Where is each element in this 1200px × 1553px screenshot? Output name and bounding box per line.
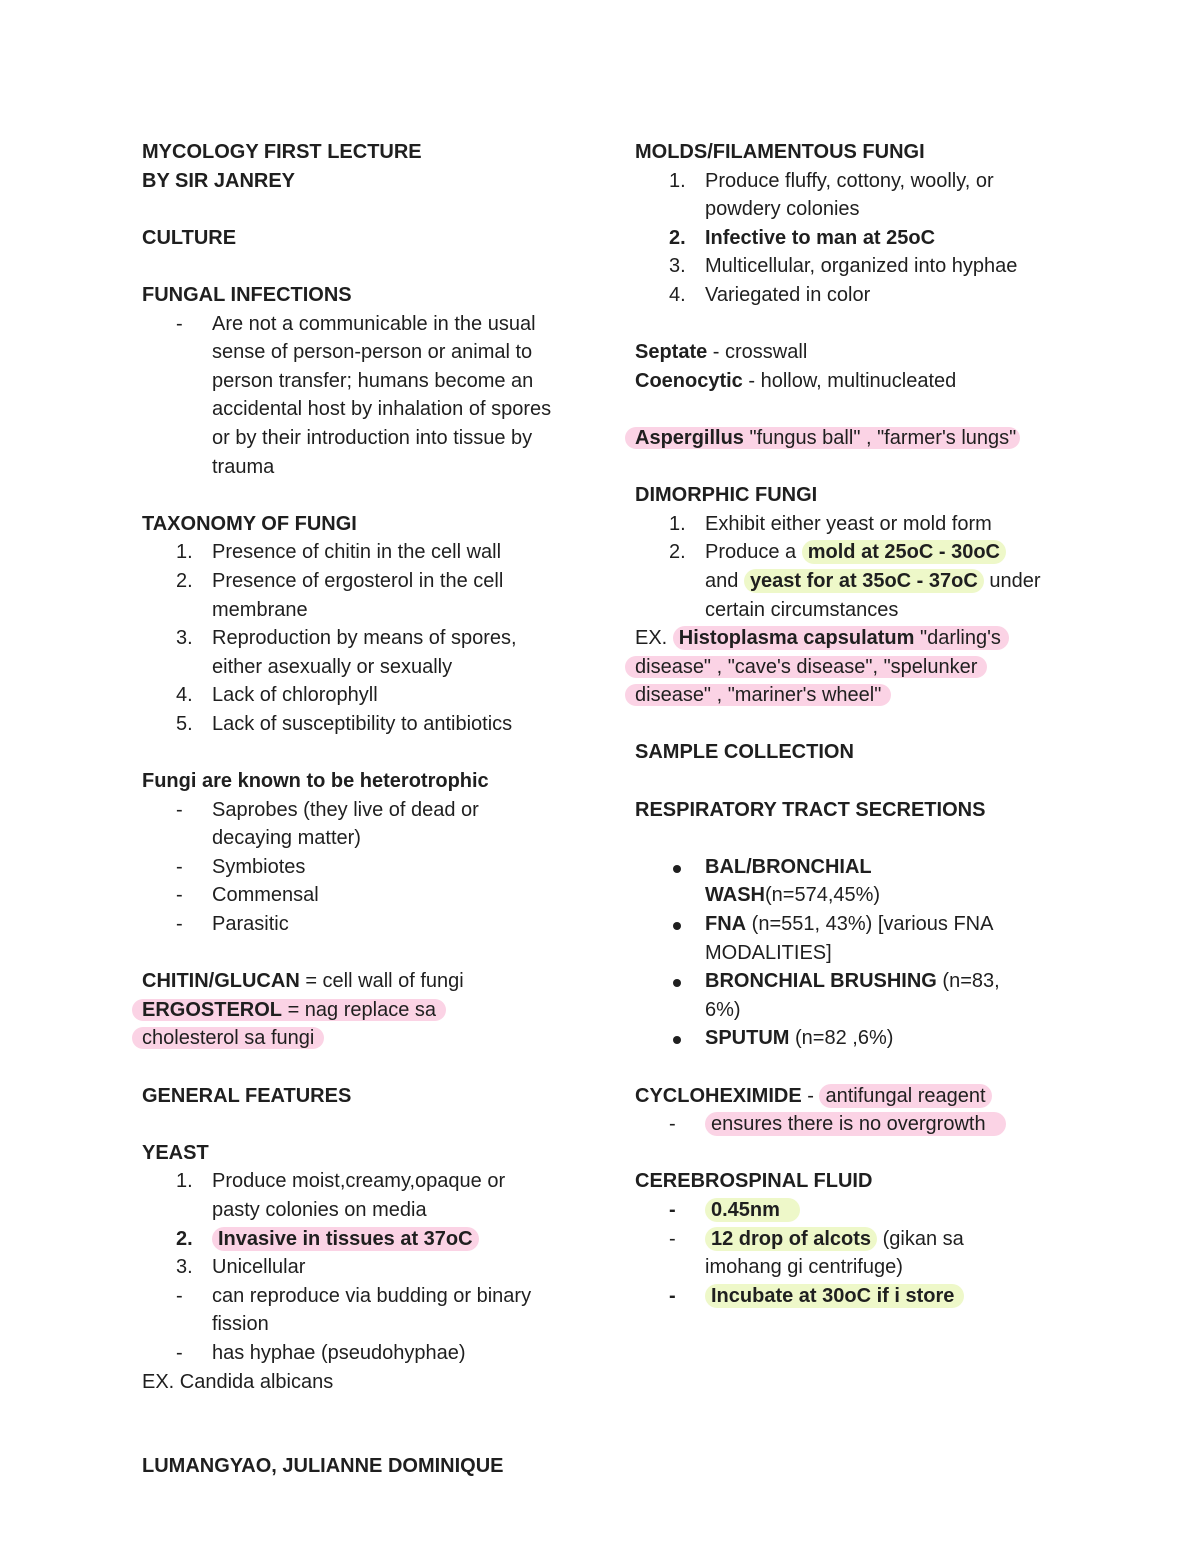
histoplasma-names-end: disease" , "mariner's wheel": [625, 684, 891, 706]
cycloheximide-definition: antifungal reagent: [819, 1084, 991, 1108]
yeast-example: EX. Candida albicans: [142, 1370, 334, 1393]
dash-marker: -: [669, 1284, 676, 1307]
chitin-definition: = cell wall of fungi: [299, 970, 464, 993]
list-item: [635, 1225, 1075, 1282]
fungal-infections-heading: FUNGAL INFECTIONS: [142, 283, 352, 306]
yeast-heading: YEAST: [142, 1141, 209, 1164]
number-marker: 3.: [669, 255, 686, 278]
dimorphic-heading: DIMORPHIC FUNGI: [635, 484, 818, 507]
list-item-text: Saprobes (they live of dead or decaying matter): [212, 798, 479, 850]
list-item: [142, 681, 582, 710]
aspergillus-term: Aspergillus: [635, 426, 744, 449]
list-item: [635, 910, 1075, 967]
cycloheximide-term: CYCLOHEXIMIDE: [635, 1084, 802, 1107]
separator: -: [801, 1084, 820, 1107]
number-marker: 2.: [176, 569, 193, 592]
sample-type: SPUTUM: [705, 1027, 790, 1050]
ergosterol-definition: = nag replace sa: [282, 998, 437, 1021]
septate-definition: - crosswall: [707, 341, 808, 364]
list-item: [142, 624, 582, 681]
chitin-line: [142, 967, 582, 996]
list-item-text: Infective to man at 25oC: [705, 226, 936, 249]
bullet-marker: [669, 1024, 697, 1053]
list-item: [635, 1196, 1075, 1225]
list-item-text: Unicellular: [212, 1256, 306, 1279]
dash-marker: -: [176, 913, 183, 936]
bullet-marker: [669, 910, 697, 939]
number-marker: 2.: [669, 541, 686, 564]
taxonomy-heading: TAXONOMY OF FUNGI: [142, 512, 357, 535]
sample-collection-heading: SAMPLE COLLECTION: [635, 741, 854, 764]
list-item-text: 0.45nm: [705, 1198, 800, 1222]
list-item: [142, 1225, 582, 1254]
list-item-text: has hyphae (pseudohyphae): [212, 1341, 466, 1364]
sample-count: (n=83, 6%): [705, 970, 1000, 1021]
sample-count: (n=82 ,6%): [789, 1027, 894, 1050]
list-item-text: Variegated in color: [705, 283, 871, 306]
septate-line: [635, 338, 1075, 367]
list-item-text: ensures there is no overgrowth: [705, 1112, 1006, 1136]
number-marker: 3.: [176, 627, 193, 650]
number-marker: 2.: [176, 1227, 193, 1250]
list-item-text: under: [983, 569, 1041, 592]
list-item-text: can reproduce via budding or binary fission: [212, 1284, 532, 1336]
list-item: [635, 1024, 1075, 1053]
list-item: [142, 881, 582, 910]
list-item: [142, 1253, 582, 1282]
list-item-text: certain circumstances: [705, 598, 899, 621]
culture-heading: CULTURE: [142, 226, 237, 249]
number-marker: 1.: [176, 541, 193, 564]
bullet-marker: [669, 853, 697, 882]
list-item-text: and: [705, 569, 744, 592]
dash-marker: -: [176, 1341, 183, 1364]
dash-marker: -: [176, 1284, 183, 1307]
list-item: [635, 167, 1075, 224]
right-column: [635, 138, 1075, 1310]
dash-marker: -: [669, 1227, 676, 1250]
coenocytic-line: [635, 367, 1075, 396]
list-item-text: Exhibit either yeast or mold form: [705, 512, 992, 535]
number-marker: 1.: [176, 1170, 193, 1193]
list-item-text: Are not a communicable in the usual sense of person-person or animal to person transfer; humans become an accidental host by inhalation of spores or by their introduction into tissue by trauma: [212, 312, 552, 478]
list-item: [635, 224, 1075, 253]
dash-marker: -: [669, 1113, 676, 1136]
dash-marker: -: [176, 798, 183, 821]
sample-type: BAL/BRONCHIAL WASH: [705, 855, 872, 907]
septate-term: Septate: [635, 341, 708, 364]
sample-count: (n=551, 43%) [various FNA MODALITIES]: [705, 913, 993, 964]
list-item-text: (gikan sa imohang gi centrifuge): [705, 1227, 964, 1279]
list-item: [142, 853, 582, 882]
list-item: [142, 310, 582, 482]
heterotrophic-heading: Fungi are known to be heterotrophic: [142, 770, 489, 793]
sample-type: FNA: [705, 913, 747, 936]
aspergillus-line: [635, 424, 1075, 453]
document-author: BY SIR JANREY: [142, 169, 296, 192]
list-item-text: Produce a: [705, 541, 802, 564]
csf-drops-highlight: 12 drop of alcots: [705, 1227, 877, 1251]
list-item-text: Reproduction by means of spores, either asexually or sexually: [212, 627, 517, 678]
dash-marker: -: [176, 855, 183, 878]
list-item: [142, 710, 582, 739]
sample-count: (n=574,45%): [765, 884, 881, 907]
number-marker: 5.: [176, 712, 193, 735]
aspergillus-description: "fungus ball" , "farmer's lungs": [743, 426, 1017, 449]
list-item: [142, 910, 582, 939]
list-item-text: Presence of ergosterol in the cell membrane: [212, 569, 504, 621]
ergosterol-definition-cont: cholesterol sa fungi: [132, 1027, 324, 1049]
coenocytic-term: Coenocytic: [635, 369, 743, 392]
list-item-text: Invasive in tissues at 37oC: [212, 1227, 479, 1251]
list-item-text: Symbiotes: [212, 855, 306, 878]
number-marker: 3.: [176, 1256, 193, 1279]
number-marker: 4.: [176, 684, 193, 707]
list-item: [635, 252, 1075, 281]
ergosterol-term: ERGOSTEROL: [142, 998, 283, 1021]
document-title: MYCOLOGY FIRST LECTURE: [142, 141, 422, 163]
list-item: [142, 1339, 582, 1368]
list-item: [635, 967, 1075, 1024]
list-item: [635, 281, 1075, 310]
sample-type: BRONCHIAL BRUSHING: [705, 970, 937, 993]
list-item-text: Presence of chitin in the cell wall: [212, 541, 502, 564]
dash-marker: -: [176, 884, 183, 907]
number-marker: 1.: [669, 512, 686, 535]
list-item: [635, 510, 1075, 539]
footer-author-name: LUMANGYAO, JULIANNE DOMINIQUE: [142, 1455, 504, 1477]
list-item: [635, 1282, 1075, 1311]
coenocytic-definition: - hollow, multinucleated: [742, 369, 957, 392]
example-label: EX.: [635, 627, 673, 650]
dash-marker: -: [669, 1198, 676, 1221]
left-column: [142, 138, 582, 1396]
list-item-text: Multicellular, organized into hyphae: [705, 255, 1018, 278]
list-item: [142, 796, 582, 853]
list-item: [142, 567, 582, 624]
respiratory-heading: RESPIRATORY TRACT SECRETIONS: [635, 798, 986, 821]
histoplasma-names-cont: disease" , "cave's disease", "spelunker: [625, 656, 987, 678]
molds-heading: MOLDS/FILAMENTOUS FUNGI: [635, 141, 925, 163]
list-item-text: Incubate at 30oC if i store: [705, 1284, 964, 1308]
list-item-text: Lack of chlorophyll: [212, 684, 378, 707]
number-marker: 1.: [669, 169, 686, 192]
mold-temperature-highlight: mold at 25oC - 30oC: [802, 540, 1006, 564]
list-item: [142, 538, 582, 567]
list-item: [635, 853, 1075, 910]
ergosterol-line: [142, 996, 582, 1025]
list-item-text: Produce moist,creamy,opaque or pasty colonies on media: [212, 1170, 506, 1221]
yeast-temperature-highlight: yeast for at 35oC - 37oC: [744, 569, 984, 593]
list-item: [635, 538, 1075, 624]
general-features-heading: GENERAL FEATURES: [142, 1084, 352, 1107]
dash-marker: -: [176, 312, 183, 335]
chitin-term: CHITIN/GLUCAN: [142, 970, 300, 993]
number-marker: 2.: [669, 226, 686, 249]
list-item-text: Lack of susceptibility to antibiotics: [212, 712, 513, 735]
histoplasma-example: [635, 624, 1075, 710]
histoplasma-term: Histoplasma capsulatum: [678, 627, 915, 650]
cycloheximide-line: [635, 1082, 1075, 1111]
ergosterol-line-2: [142, 1024, 582, 1053]
list-item-text: Produce fluffy, cottony, woolly, or powdery colonies: [705, 169, 994, 221]
list-item-text: Parasitic: [212, 913, 289, 936]
list-item: [142, 1167, 582, 1224]
list-item: [142, 1282, 582, 1339]
bullet-marker: [669, 967, 697, 996]
number-marker: 4.: [669, 283, 686, 306]
histoplasma-names: "darling's: [914, 627, 1001, 650]
list-item: [635, 1110, 1075, 1139]
list-item-text: Commensal: [212, 884, 319, 907]
csf-heading: CEREBROSPINAL FLUID: [635, 1170, 873, 1193]
